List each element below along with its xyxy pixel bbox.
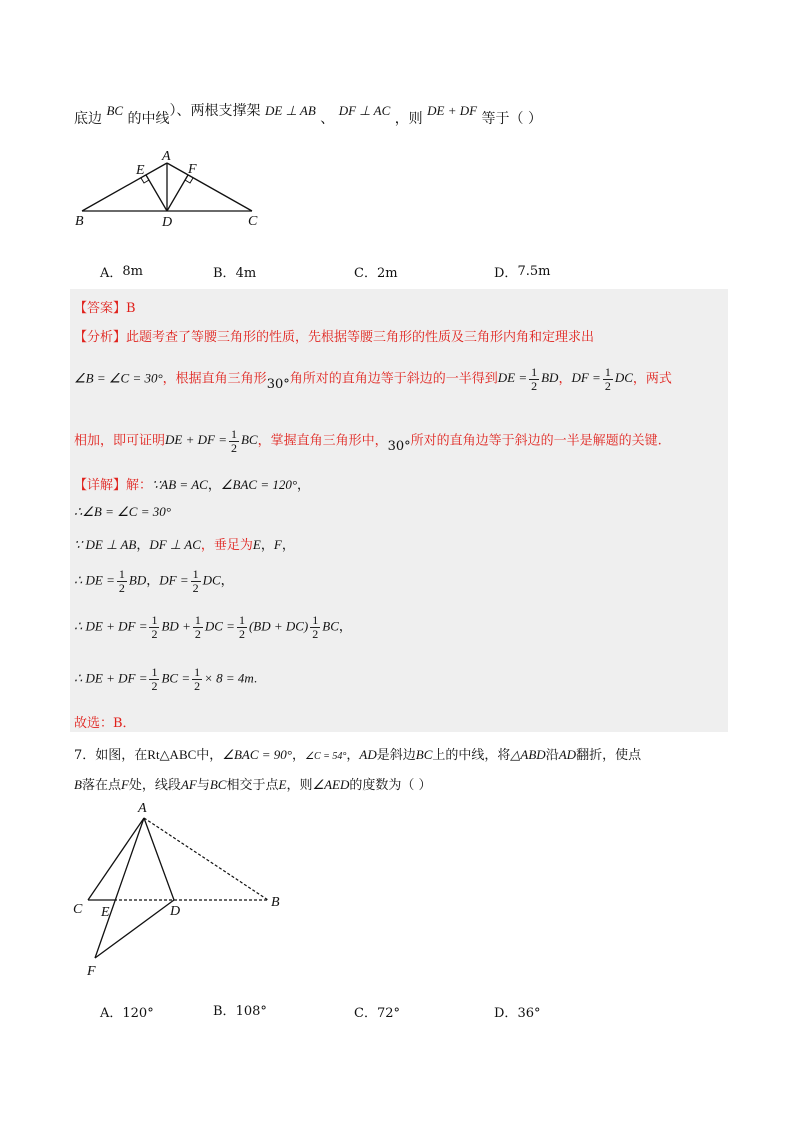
detail-math: ∵AB = AC: [152, 477, 208, 492]
q6-text: ）、两根支撑架: [169, 103, 261, 119]
analysis-text: 角所对的直角边等于斜边的一半得到: [289, 371, 498, 387]
fraction-half: $\frac{1}{2}$: [194, 613, 201, 641]
option-letter: B．: [213, 1004, 236, 1019]
fraction-half: $\frac{1}{2}$: [604, 365, 611, 393]
fraction-half: $\frac{1}{2}$: [531, 365, 538, 393]
analysis-text: ，掌握直角三角形中，: [257, 433, 388, 449]
label-c: C: [73, 902, 83, 917]
detail-math: DF ⊥ AC: [149, 537, 201, 552]
fraction-half: $\frac{1}{2}$: [312, 613, 319, 641]
fraction-half: $\frac{1}{2}$: [192, 567, 199, 595]
q6-text: 的中线: [127, 111, 170, 127]
label-e: E: [101, 905, 110, 920]
option-value: 8m: [122, 264, 143, 279]
option-value: 7.5m: [517, 264, 551, 279]
fraction-half: $\frac{1}{2}$: [230, 427, 237, 455]
analysis-text: ，根据直角三角形: [162, 371, 267, 387]
analysis-text: 所对的直角边等于斜边的一半是解题的关键.: [410, 433, 662, 449]
analysis-text: 相加，即可证明: [74, 433, 166, 449]
segment-ab: [82, 163, 167, 211]
eq-de: DE = $\frac{1}{2}$ BD: [497, 365, 559, 393]
answer-label: 【答案】: [74, 301, 127, 316]
figure-fold-triangle: [66, 798, 296, 982]
option-letter: C．: [354, 266, 377, 281]
option-letter: D．: [494, 1006, 518, 1021]
detail-label: 【详解】: [74, 478, 127, 493]
q6-text: 底边: [74, 111, 102, 127]
detail-line-6: ∴ DE + DF = $\frac{1}{2}$ BC = $\frac{1}{2}$ × 8 = 4m.: [74, 665, 258, 693]
q6-math: BC: [106, 103, 124, 118]
analysis-line-2: [74, 366, 672, 393]
option-value: 36°: [517, 1006, 541, 1021]
answer-value: B: [126, 301, 136, 316]
fraction-half: $\frac{1}{2}$: [118, 567, 125, 595]
label-e: E: [136, 163, 145, 178]
fraction-half: $\frac{1}{2}$: [194, 665, 201, 693]
fraction-half: $\frac{1}{2}$: [238, 613, 245, 641]
q7-option-c[interactable]: [354, 1002, 400, 1021]
detail-line-2: ∴∠B = ∠C = 30°: [74, 504, 171, 519]
answer-line: [74, 297, 136, 316]
detail-math: ∵ DE ⊥ AB: [74, 537, 137, 552]
detail-line-1: 【详解】解：∵AB = AC，∠BAC = 120°，: [74, 477, 311, 493]
option-letter: A．: [100, 266, 123, 281]
analysis-line-3: [74, 428, 662, 455]
q7-option-a[interactable]: [100, 1002, 154, 1021]
label-f: F: [87, 964, 96, 979]
option-value: 4m: [235, 266, 257, 281]
eq-df: DF = $\frac{1}{2}$ DC: [571, 365, 633, 393]
option-letter: A．: [100, 1006, 123, 1021]
eq-sum: DE + DF = $\frac{1}{2}$ BC: [165, 427, 258, 455]
option-letter: C．: [354, 1006, 377, 1021]
q6-text: 等于（ ）: [481, 111, 542, 127]
analysis-text: ，: [558, 371, 572, 387]
detail-line-5: ∴ DE + DF = $\frac{1}{2}$ BD + $\frac{1}{2}$ DC = $\frac{1}{2}$ (BD + DC) $\frac{1}{2}$ BC，: [74, 613, 352, 641]
segment-ad: [144, 818, 174, 900]
label-a: A: [162, 149, 171, 164]
analysis-deg: 30°: [387, 439, 411, 455]
label-f: F: [188, 162, 197, 177]
analysis-math: ∠B = ∠C = 30°: [74, 370, 163, 386]
q6-option-b[interactable]: [213, 262, 256, 281]
q6-math: DE + DF: [427, 103, 478, 118]
segment-ac: [167, 163, 252, 211]
q6-stem: [74, 103, 542, 128]
analysis-line-1: [74, 326, 594, 345]
q7-stem-line-2: B落在点F处，线段AF与BC相交于点E，则∠AED的度数为（ ）: [74, 777, 432, 793]
option-value: 120°: [122, 1006, 154, 1021]
option-value: 72°: [376, 1006, 400, 1021]
analysis-text: ，两式: [632, 371, 672, 387]
segment-ab: [144, 818, 268, 900]
q6-option-c[interactable]: [354, 262, 398, 281]
q7-stem-line-1: 7．如图，在Rt△ABC中，∠BAC = 90°，∠C = 54°，AD是斜边BC上的中线，将△ABD沿AD翻折，使点: [74, 747, 642, 763]
analysis-deg: 30°: [266, 377, 290, 393]
label-d: D: [170, 904, 181, 919]
q6-text: ，则: [394, 111, 423, 127]
q6-math: DE ⊥ AB: [264, 103, 316, 118]
q7-option-b[interactable]: [213, 1000, 267, 1019]
analysis-text: 此题考查了等腰三角形的性质，先根据等腰三角形的性质及三角形内角和定理求出: [126, 330, 595, 345]
option-letter: D．: [494, 266, 518, 281]
segment-ac: [88, 818, 144, 900]
option-value: 108°: [235, 1004, 267, 1019]
detail-choose: 故选：B．: [74, 716, 136, 731]
detail-line-3: ∵ DE ⊥ AB，DF ⊥ AC，垂足为E，F，: [74, 537, 295, 553]
q6-option-d[interactable]: [494, 262, 550, 281]
option-value: 2m: [376, 266, 398, 281]
fraction-half: $\frac{1}{2}$: [151, 665, 158, 693]
option-letter: B．: [213, 266, 236, 281]
detail-text: ，垂足为: [200, 538, 253, 553]
detail-math: ∠BAC = 120°: [220, 477, 298, 492]
label-c: C: [248, 214, 258, 229]
segment-af: [95, 818, 144, 958]
detail-line-4: ∴ DE = $\frac{1}{2}$ BD，DF = $\frac{1}{2}$ DC，: [74, 567, 234, 595]
fraction-half: $\frac{1}{2}$: [151, 613, 158, 641]
label-b: B: [75, 214, 84, 229]
q6-text: 、: [320, 111, 335, 127]
q6-math: DF ⊥ AC: [338, 103, 391, 118]
q6-option-a[interactable]: [100, 262, 143, 281]
q7-option-d[interactable]: [494, 1002, 540, 1021]
label-a: A: [138, 801, 147, 816]
figure-roof-truss: [70, 148, 270, 230]
detail-text: 解：: [126, 478, 153, 493]
label-d: D: [162, 215, 173, 230]
analysis-label: 【分析】: [74, 330, 127, 345]
label-b: B: [271, 895, 280, 910]
